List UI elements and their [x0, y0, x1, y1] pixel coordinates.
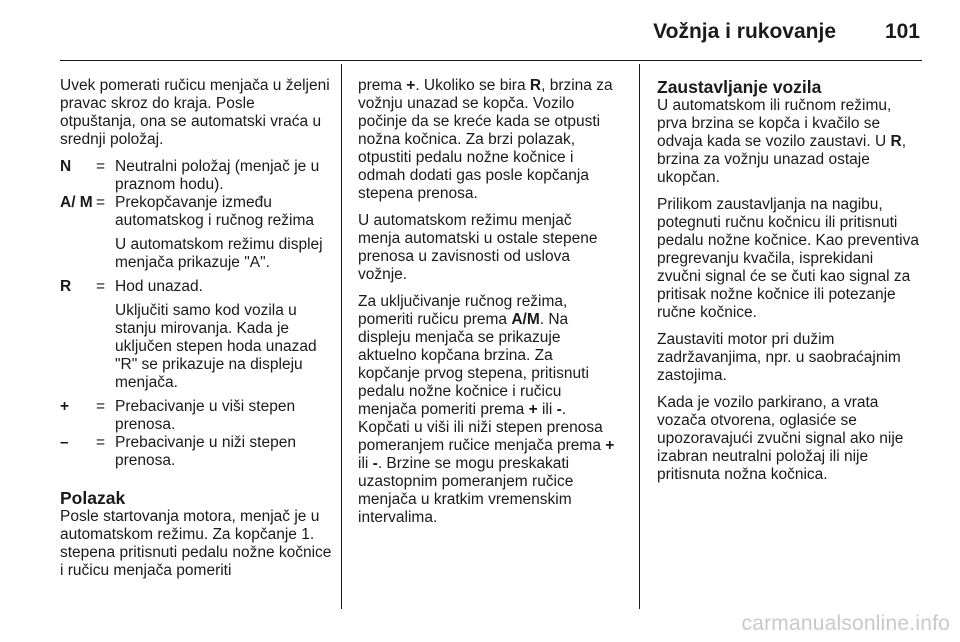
- page-header: [60, 0, 922, 61]
- def-plus: [60, 398, 332, 434]
- def-key: A/ M: [60, 194, 93, 211]
- column-2: [358, 77, 616, 536]
- polazak-continued-paragraph: prema +. Ukoliko se bira R, brzina za vožnju unazad se kopča. Vozilo počinje da se kreće kada se otpusti nožna kočnica. Za brzi polazak, otpustiti pedalu nožne kočnice i odmah dodati gas posle kopčanja stepena prenosa.: [358, 77, 613, 202]
- column-1: [60, 77, 332, 589]
- def-key: N: [60, 158, 72, 175]
- manual-mode-paragraph: Za uključivanje ručnog režima, pomeriti ručicu prema A/M. Na displeju menjača se prikazuje aktuelno kopčana brzina. Za kopčanje prvog stepena, pritisnuti pedalu nožne kočnice i ručicu menjača pomeriti prema + ili -. Kopčati u viši ili niži stepen prenosa pomeranjem ručice menjača prema + ili -. Brzine se mogu preskakati uzastopnim pomeranjem ručice menjača u kratkim vremenskim intervalima.: [358, 293, 615, 526]
- def-am-note: U automatskom režimu displej menjača prikazuje "A".: [115, 236, 323, 271]
- def-text: Prebacivanje u niži stepen prenosa.: [115, 434, 296, 469]
- watermark: carmanualsonline.info: [741, 612, 950, 635]
- page-number: 101: [884, 20, 920, 43]
- def-eq: =: [96, 278, 106, 295]
- slope-paragraph: Prilikom zaustavljanja na nagibu, potegnuti ručnu kočnicu ili pritisnuti pedalu nožne kočnice. Kao preventiva pregrevanju kvačila, isprekidani zvučni signal će se čuti kao signal za pritisak nožne kočnice ili potezanje ručne kočnice.: [657, 196, 919, 321]
- intro-paragraph: Uvek pomerati ručicu menjača u željeni pravac skroz do kraja. Posle otpuštanja, ona se automatski vraća u srednji položaj.: [60, 77, 330, 148]
- def-text: Neutralni položaj (menjač je u praznom hodu).: [115, 158, 320, 193]
- def-r: [60, 278, 332, 296]
- stopping-paragraph: U automatskom ili ručnom režimu, prva brzina se kopča i kvačilo se odvaja kada se vozilo zaustavi. U R, brzina za vožnju unazad ostaje ukopčan.: [657, 97, 906, 186]
- def-eq: =: [96, 194, 106, 211]
- def-r-note: Uključiti samo kod vozila u stanju mirovanja. Kada je uključen stepen hoda unazad "R" se prikazuje na displeju menjača.: [115, 302, 317, 391]
- engine-stop-paragraph: Zaustaviti motor pri dužim zadržavanjima, npr. u saobraćajnim zastojima.: [657, 331, 901, 384]
- def-key: R: [60, 278, 72, 295]
- def-n: [60, 158, 332, 194]
- def-eq: =: [96, 158, 106, 175]
- def-text: Hod unazad.: [115, 278, 203, 295]
- def-eq: =: [96, 398, 106, 415]
- column-3: [657, 77, 919, 493]
- parking-warning-paragraph: Kada je vozilo parkirano, a vrata vozača otvorena, oglasiće se upozoravajući zvučni signal ako nije izabran neutralni položaj ili nije pritisnuta nožna kočnica.: [657, 394, 904, 483]
- section-heading-polazak: Polazak: [60, 488, 126, 508]
- column-divider-1: [341, 64, 342, 609]
- column-divider-2: [639, 64, 640, 609]
- automatic-mode-paragraph: U automatskom režimu menjač menja automatski u ostale stepene prenosa u zavisnosti od uslova vožnje.: [358, 212, 598, 283]
- def-key: –: [60, 434, 69, 451]
- def-key: +: [60, 398, 70, 415]
- def-minus: [60, 434, 332, 470]
- def-eq: =: [96, 434, 106, 451]
- def-text: Prekopčavanje između automatskog i ručnog režima: [115, 194, 315, 229]
- def-am: [60, 194, 332, 230]
- section-heading-zaustavljanje: Zaustavljanje vozila: [657, 77, 822, 97]
- def-text: Prebacivanje u viši stepen prenosa.: [115, 398, 296, 433]
- page-title: Vožnja i rukovanje: [653, 20, 836, 43]
- polazak-paragraph: Posle startovanja motora, menjač je u automatskom režimu. Za kopčanje 1. stepena pritisnuti pedalu nožne kočnice i ručicu menjača pomeriti: [60, 508, 332, 579]
